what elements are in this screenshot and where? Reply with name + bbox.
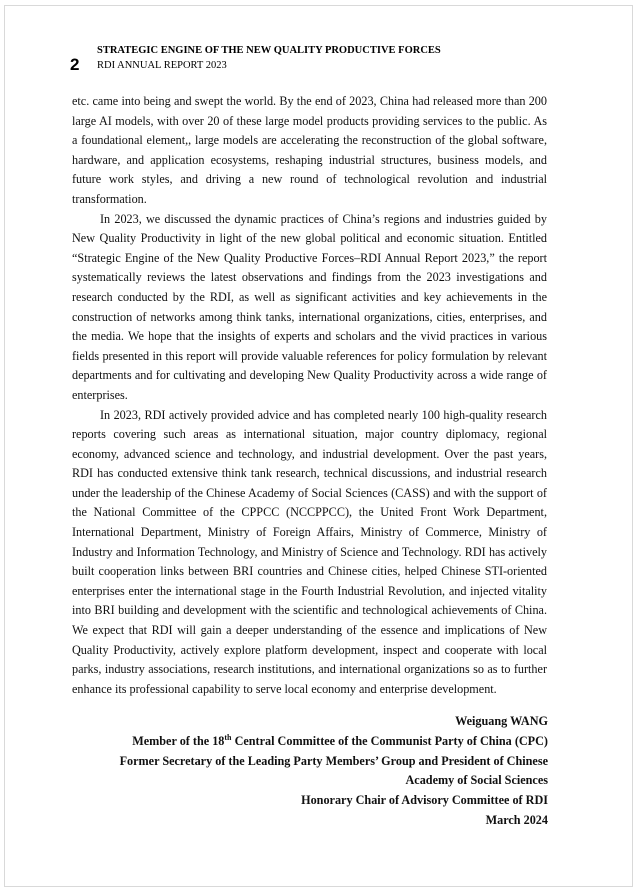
title-1-pre: Member of the 18 [132, 733, 225, 748]
paragraph-1: etc. came into being and swept the world. By the end of 2023, China had released more than 200 large AI models, with over 20 of these large model products providing services to the public. As a foundational element,, large models are accelerating the reconstruction of the global software, hardware, and application ecosystems, reshaping industrial structures, business models, and future work styles, and driving a new round of technological revolution and industrial transformation. [72, 94, 547, 206]
signature-date: March 2024 [485, 812, 548, 827]
paragraph-3: In 2023, RDI actively provided advice and has completed nearly 100 high-quality research reports covering such areas as international situation, major country diplomacy, regional economy, advanced science and technology, and industrial development. Over the past years, RDI has conducted extensive think tank research, technical discussions, and industrial research under the leadership of the Chinese Academy of Social Sciences (CASS) and with the support of the National Committee of the CPPCC (NCCPPCC), the United Front Work Department, International Department, Ministry of Foreign Affairs, Ministry of Commerce, Ministry of Industry and Information Technology, and Ministry of Science and Technology. RDI has actively built cooperation links between BRI countries and Chinese cities, helped Chinese STI-oriented enterprises enter the international stage in the Fourth Industrial Revolution, and injected vitality into BRI building and development with the scientific and technological achievements of China. We expect that RDI will gain a deeper understanding of the essence and implications of New Quality Productivity, actively explore platform development, inspect and cooperate with local parks, industry associations, research institutions, and international organizations so as to further enhance its professional capability to serve local economy and enterprise development. [72, 407, 547, 696]
body-text [72, 92, 547, 699]
page-number: 2 [70, 55, 80, 74]
signatory-name: Weiguang WANG [455, 714, 548, 728]
signature-block [120, 712, 548, 831]
signatory-title-1 [120, 732, 548, 752]
title-1-sup: th [224, 732, 232, 742]
signatory-title-2: Former Secretary of the Leading Party Members’ Group and President of Chinese [119, 753, 548, 768]
running-subtitle: RDI ANNUAL REPORT 2023 [97, 60, 227, 71]
signatory-title-4: Honorary Chair of Advisory Committee of RDI [301, 793, 548, 808]
title-1-post: Central Committee of the Communist Party of China (CPC) [231, 733, 548, 748]
paragraph-2: In 2023, we discussed the dynamic practices of China’s regions and industries guided by New Quality Productivity in light of the new global political and economic situation. Entitled “Strategic Engine of the New Quality Productive Forces–RDI Annual Report 2023,” the report systematically reviews the latest observations and findings from the 2023 investigations and research conducted by the RDI, as well as significant activities and key achievements in the construction of networks among think tanks, international organizations, cities, enterprises, and the media. We hope that the insights of experts and scholars and the vivid practices in various fields presented in this report will provide valuable references for policy formulation by relevant departments and for cultivating and developing New Quality Productivity across a wide range of enterprises. [72, 211, 547, 402]
signatory-title-3: Academy of Social Sciences [405, 773, 548, 788]
running-title: STRATEGIC ENGINE OF THE NEW QUALITY PRODUCTIVE FORCES [97, 45, 441, 56]
